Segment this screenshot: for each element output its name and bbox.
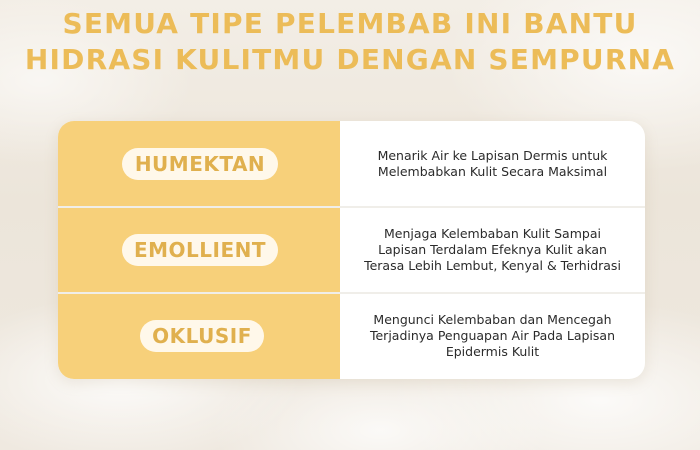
type-label-humektan: HUMEKTAN: [122, 148, 278, 180]
table-row-oklusif: [58, 293, 645, 379]
table-row-humektan: [58, 121, 645, 207]
type-description-oklusif: Mengunci Kelembaban dan Mencegah Terjadinya Penguapan Air Pada Lapisan Epidermis Kulit: [369, 312, 615, 359]
type-label-emollient: EMOLLIENT: [122, 234, 278, 266]
table-row-emollient: [58, 207, 645, 293]
type-description-humektan: Menarik Air ke Lapisan Dermis untuk Melembabkan Kulit Secara Maksimal: [377, 148, 608, 179]
title-line-2: HIDRASI KULITMU DENGAN SEMPURNA: [24, 43, 676, 76]
type-label-oklusif: OKLUSIF: [140, 320, 264, 352]
page-title: [0, 6, 700, 78]
type-description-emollient: Menjaga Kelembaban Kulit Sampai Lapisan Terdalam Efeknya Kulit akan Terasa Lebih Lembut, Kenyal & Terhidrasi: [364, 226, 621, 273]
title-line-1: SEMUA TIPE PELEMBAB INI BANTU: [62, 7, 638, 40]
moisturizer-types-table: [58, 121, 645, 379]
